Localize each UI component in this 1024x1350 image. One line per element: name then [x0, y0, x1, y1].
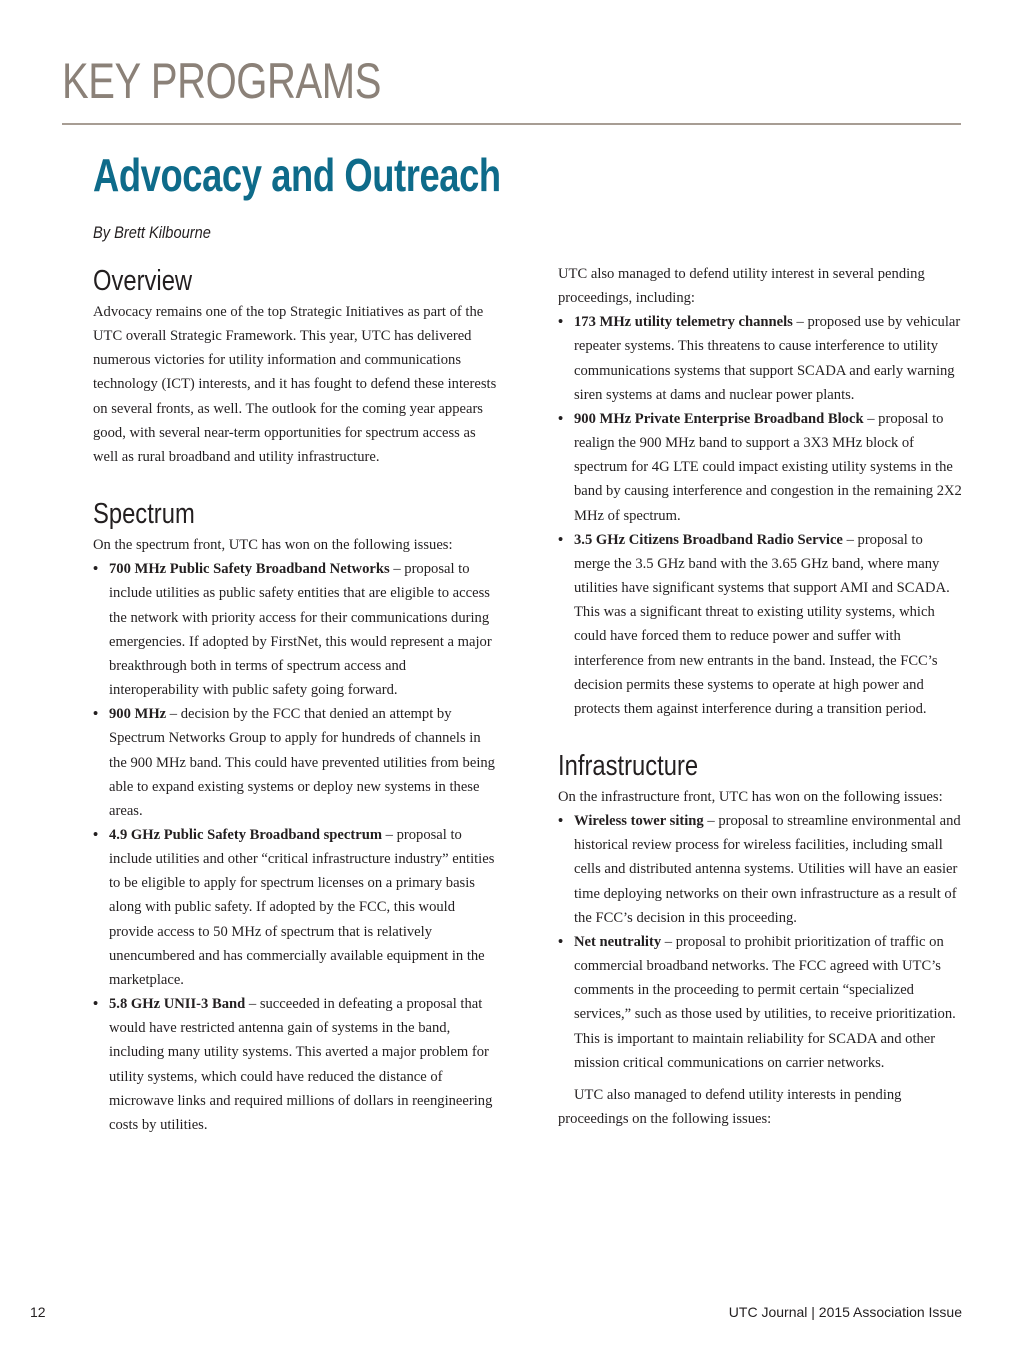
article-title: Advocacy and Outreach: [93, 149, 501, 201]
item-term: 3.5 GHz Citizens Broadband Radio Service: [574, 531, 843, 548]
list-item: [558, 930, 962, 1075]
item-text: – succeeded in defeating a proposal that would have restricted antenna gain of systems in the band, including many utility systems. This averted a major problem for utility systems, which could have reduced the distance of microwave links and required millions of dollars in reengineering costs by utilities.: [109, 996, 493, 1133]
item-text: – proposed use by vehicular repeater systems. This threatens to cause interference to utility communications systems that support SCADA and early warning siren systems at dams and nuclear power plants.: [574, 314, 961, 403]
item-text: – proposal to streamline environmental and historical review process for wireless facilities, including small cells and distributed antenna systems. Utilities will have an easier time deploying networks on their own infrastructure as a result of the FCC’s decision in this proceeding.: [574, 813, 961, 926]
item-term: 900 MHz: [109, 706, 167, 723]
spectrum-heading: Spectrum: [93, 498, 195, 531]
list-item: [93, 992, 499, 1137]
item-text: – proposal to include utilities as public safety entities that are eligible to access the network with priority access for their communications during emergencies. If adopted by FirstNet, this would represent a major breakthrough both in terms of spectrum access and interoperability with public safety going forward.: [109, 561, 492, 699]
header-rule: [62, 123, 961, 125]
item-term: 4.9 GHz Public Safety Broadband spectrum: [109, 826, 382, 843]
item-text: – proposal to realign the 900 MHz band to support a 3X3 MHz block of spectrum for 4G LTE could impact existing utility systems in the band by causing interference and congestion in the remaining 2X2 MHz of spectrum.: [574, 410, 962, 524]
list-item: [558, 407, 962, 528]
list-item: [558, 528, 962, 721]
byline: By Brett Kilbourne: [93, 223, 211, 242]
item-term: Wireless tower siting: [574, 813, 704, 830]
journal-footer: UTC Journal | 2015 Association Issue: [728, 1304, 962, 1320]
overview-heading: Overview: [93, 265, 193, 297]
item-text: – proposal to prohibit prioritization of traffic on commercial broadband networks. The FCC agreed with UTC’s comments in the proceeding to permit certain “specialized services,” such as those used by utilities, to receive prioritization. This is important to maintain reliability for SCADA and other mission critical communications on carrier networks.: [574, 933, 956, 1071]
item-text: – proposal to include utilities and other “critical infrastructure industry” entities to be eligible to apply for spectrum licenses on a primary basis along with public safety. If adopted by the FCC, this would provide access to 50 MHz of spectrum that is relatively unencumbered and has commercially available equipment in the marketplace.: [109, 826, 495, 988]
left-column: [93, 262, 499, 1137]
infrastructure-heading: Infrastructure: [558, 749, 699, 782]
list-item: [558, 809, 962, 930]
item-term: 700 MHz Public Safety Broadband Networks: [109, 561, 390, 578]
infrastructure-list: [558, 809, 962, 1075]
section-label: KEY PROGRAMS: [62, 53, 381, 109]
overview-paragraph: Advocacy remains one of the top Strategic Initiatives as part of the UTC overall Strategic Framework. This year, UTC has delivered numerous victories for utility information and communications technology (ICT) interests, and it has fought to defend these interests on several fronts, as well. The outlook for the coming year appears good, with several near-term opportunities for spectrum access as well as rural broadband and utility infrastructure.: [93, 304, 497, 465]
right-column: [558, 262, 962, 1131]
item-term: Net neutrality: [574, 933, 662, 950]
list-item: [93, 702, 499, 823]
item-text: – decision by the FCC that denied an attempt by Spectrum Networks Group to apply for hundreds of channels in the 900 MHz band. This could have prevented utilities from being able to expand existing systems or deploy new systems in these areas.: [109, 706, 495, 819]
item-term: 173 MHz utility telemetry channels: [574, 314, 793, 331]
spectrum-intro: On the spectrum front, UTC has won on the following issues:: [93, 537, 453, 554]
infrastructure-intro: On the infrastructure front, UTC has won on the following issues:: [558, 788, 943, 805]
item-term: 5.8 GHz UNII-3 Band: [109, 996, 246, 1013]
list-item: [558, 310, 962, 407]
infrastructure-closing: UTC also managed to defend utility interests in pending proceedings on the following issues:: [558, 1086, 902, 1127]
item-text: – proposal to merge the 3.5 GHz band with the 3.65 GHz band, where many utilities have significant systems that support AMI and SCADA. This was a significant threat to existing utility systems, which could have forced them to reduce power and suffer with interference from new entrants in the band. Instead, the FCC’s decision permits these systems to operate at high power and protects them against interference during a transition period.: [574, 531, 950, 717]
page-number: 12: [30, 1304, 46, 1320]
spectrum-list: [93, 557, 499, 1137]
list-item: [93, 823, 499, 992]
item-term: 900 MHz Private Enterprise Broadband Block: [574, 410, 864, 427]
list-item: [93, 557, 499, 702]
pending-intro: UTC also managed to defend utility interest in several pending proceedings, including:: [558, 266, 925, 307]
pending-list: [558, 310, 962, 721]
